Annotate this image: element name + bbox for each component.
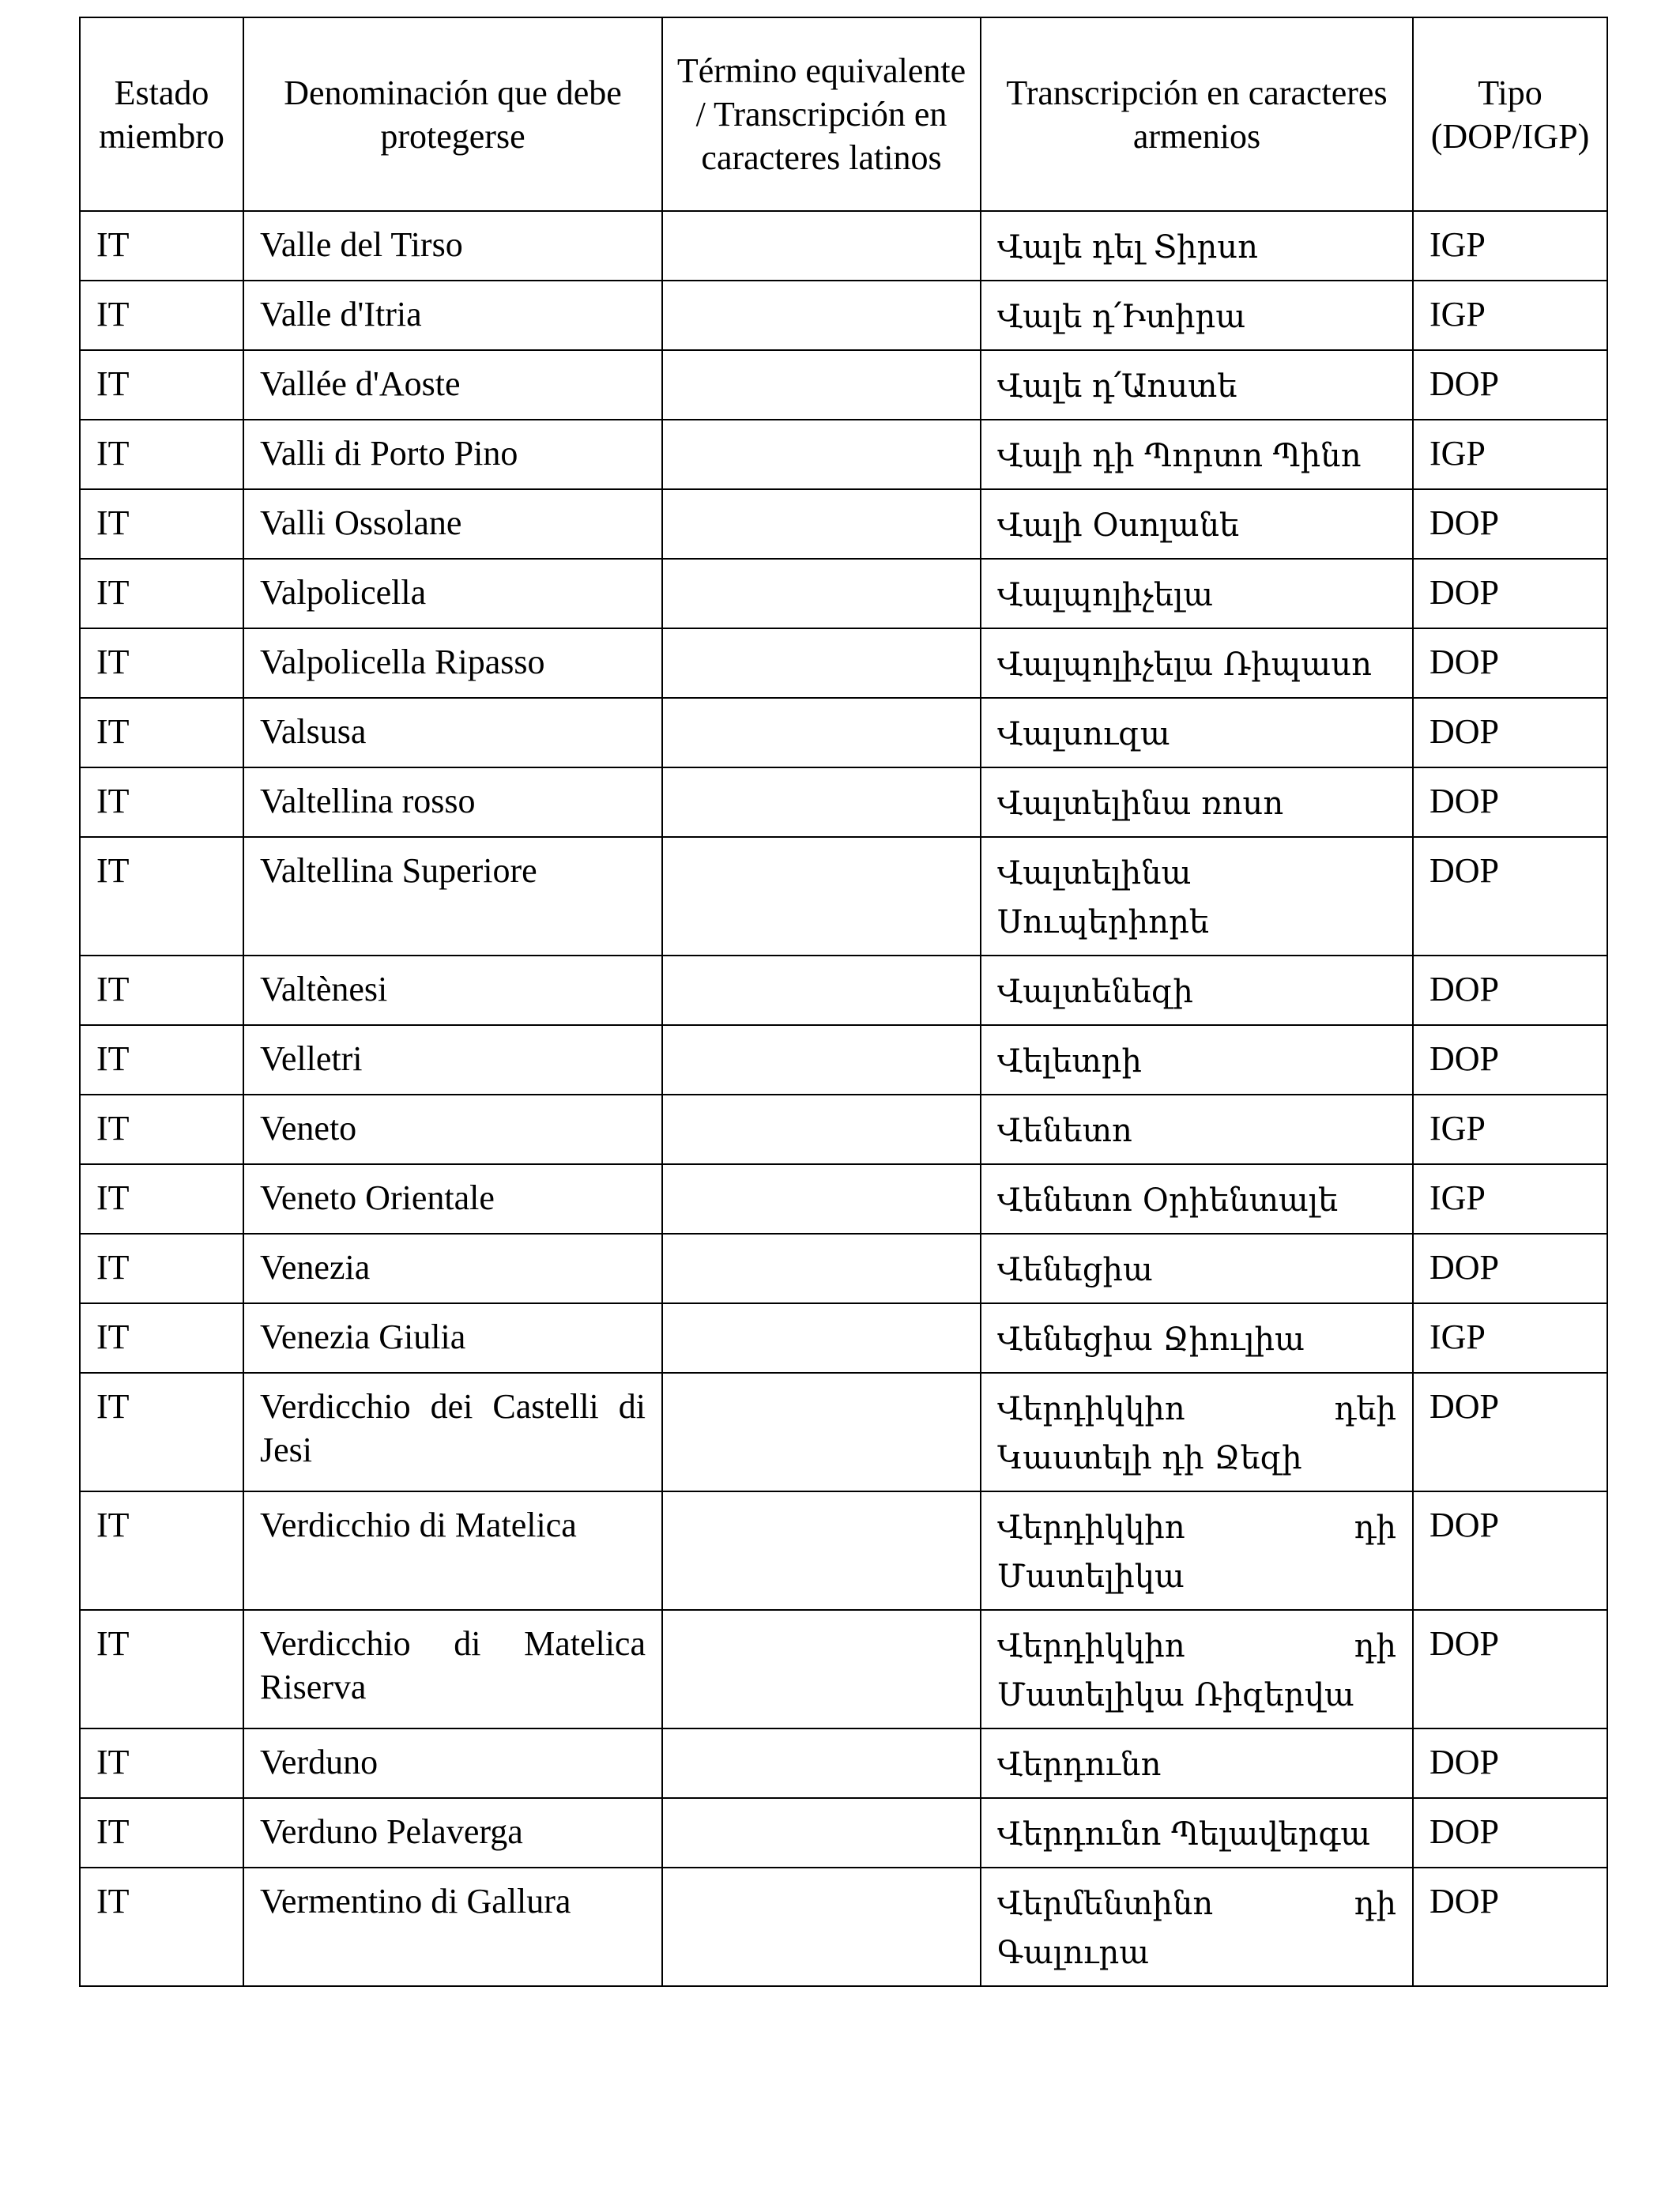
cell-armenian: Վալե դ՛Իտիրա: [981, 281, 1413, 350]
cell-member-state: IT: [80, 1025, 243, 1095]
cell-equivalent: [662, 350, 981, 420]
cell-equivalent: [662, 281, 981, 350]
cell-equivalent: [662, 1491, 981, 1610]
table-row: [80, 1491, 1607, 1610]
cell-member-state: IT: [80, 956, 243, 1025]
cell-armenian: Վալպոլիչելա: [981, 559, 1413, 628]
cell-armenian: Վելետրի: [981, 1025, 1413, 1095]
table-row: [80, 1234, 1607, 1303]
cell-equivalent: [662, 1303, 981, 1373]
cell-equivalent: [662, 767, 981, 837]
cell-member-state: IT: [80, 837, 243, 956]
table-row: [80, 1095, 1607, 1164]
table-row: [80, 698, 1607, 767]
cell-type: DOP: [1413, 350, 1607, 420]
cell-equivalent: [662, 1868, 981, 1986]
cell-type: IGP: [1413, 1164, 1607, 1234]
cell-type: DOP: [1413, 1610, 1607, 1728]
cell-armenian: Վալի դի Պորտո Պինո: [981, 420, 1413, 489]
cell-armenian: Վերմենտինո դի Գալուրա: [981, 1868, 1413, 1986]
cell-equivalent: [662, 489, 981, 559]
cell-name: Venezia: [243, 1234, 662, 1303]
cell-member-state: IT: [80, 1164, 243, 1234]
header-name: Denominación que debe protegerse: [243, 17, 662, 211]
cell-member-state: IT: [80, 350, 243, 420]
cell-name: Verdicchio dei Castelli di Jesi: [243, 1373, 662, 1491]
table-row: [80, 628, 1607, 698]
table-row: [80, 767, 1607, 837]
cell-armenian: Վալպոլիչելա Ռիպասո: [981, 628, 1413, 698]
table-row: [80, 1373, 1607, 1491]
cell-member-state: IT: [80, 1868, 243, 1986]
denominations-table: [79, 17, 1608, 1987]
header-equivalent: Término equivalente / Transcripción en caracteres latinos: [662, 17, 981, 211]
cell-type: DOP: [1413, 1373, 1607, 1491]
cell-member-state: IT: [80, 1798, 243, 1868]
cell-equivalent: [662, 956, 981, 1025]
header-type: Tipo (DOP/IGP): [1413, 17, 1607, 211]
cell-type: DOP: [1413, 628, 1607, 698]
cell-member-state: IT: [80, 559, 243, 628]
cell-equivalent: [662, 1373, 981, 1491]
table-row: [80, 1728, 1607, 1798]
cell-armenian: Վենեցիա: [981, 1234, 1413, 1303]
table-header: [80, 17, 1607, 211]
cell-type: DOP: [1413, 956, 1607, 1025]
table-row: [80, 837, 1607, 956]
cell-equivalent: [662, 1610, 981, 1728]
cell-armenian: Վալտելինա Սուպերիորե: [981, 837, 1413, 956]
cell-equivalent: [662, 1095, 981, 1164]
table-row: [80, 350, 1607, 420]
cell-equivalent: [662, 698, 981, 767]
header-row: [80, 17, 1607, 211]
cell-member-state: IT: [80, 1491, 243, 1610]
cell-armenian: Վերդիկկիո դի Մատելիկա: [981, 1491, 1413, 1610]
cell-equivalent: [662, 559, 981, 628]
cell-name: Vallée d'Aoste: [243, 350, 662, 420]
cell-armenian: Վալի Օսոլանե: [981, 489, 1413, 559]
cell-equivalent: [662, 1025, 981, 1095]
cell-type: DOP: [1413, 559, 1607, 628]
table-row: [80, 1798, 1607, 1868]
cell-type: IGP: [1413, 420, 1607, 489]
table-body: [80, 211, 1607, 1986]
table-row: [80, 1025, 1607, 1095]
cell-member-state: IT: [80, 698, 243, 767]
cell-name: Valpolicella: [243, 559, 662, 628]
cell-type: IGP: [1413, 211, 1607, 281]
header-armenian: Transcripción en caracteres armenios: [981, 17, 1413, 211]
cell-name: Verduno Pelaverga: [243, 1798, 662, 1868]
header-member-state: Estado miembro: [80, 17, 243, 211]
cell-equivalent: [662, 837, 981, 956]
cell-member-state: IT: [80, 1728, 243, 1798]
cell-equivalent: [662, 1798, 981, 1868]
table-row: [80, 489, 1607, 559]
cell-armenian: Վերդիկկիո դի Մատելիկա Ռիզերվա: [981, 1610, 1413, 1728]
cell-equivalent: [662, 211, 981, 281]
cell-name: Veneto Orientale: [243, 1164, 662, 1234]
cell-type: DOP: [1413, 1868, 1607, 1986]
cell-type: DOP: [1413, 837, 1607, 956]
cell-type: IGP: [1413, 1095, 1607, 1164]
cell-name: Valsusa: [243, 698, 662, 767]
cell-type: IGP: [1413, 281, 1607, 350]
cell-armenian: Վալտենեզի: [981, 956, 1413, 1025]
cell-equivalent: [662, 1164, 981, 1234]
table-row: [80, 1303, 1607, 1373]
cell-name: Valli di Porto Pino: [243, 420, 662, 489]
cell-equivalent: [662, 628, 981, 698]
cell-member-state: IT: [80, 767, 243, 837]
cell-type: DOP: [1413, 767, 1607, 837]
cell-equivalent: [662, 420, 981, 489]
table-row: [80, 420, 1607, 489]
cell-name: Verdicchio di Matelica Riserva: [243, 1610, 662, 1728]
cell-name: Valtellina Superiore: [243, 837, 662, 956]
cell-armenian: Վերդունո: [981, 1728, 1413, 1798]
cell-equivalent: [662, 1728, 981, 1798]
cell-type: DOP: [1413, 489, 1607, 559]
cell-member-state: IT: [80, 489, 243, 559]
cell-type: DOP: [1413, 1728, 1607, 1798]
table-row: [80, 1164, 1607, 1234]
table-row: [80, 559, 1607, 628]
cell-name: Venezia Giulia: [243, 1303, 662, 1373]
cell-member-state: IT: [80, 1610, 243, 1728]
cell-name: Velletri: [243, 1025, 662, 1095]
cell-armenian: Վալսուզա: [981, 698, 1413, 767]
cell-member-state: IT: [80, 420, 243, 489]
cell-name: Verdicchio di Matelica: [243, 1491, 662, 1610]
cell-member-state: IT: [80, 628, 243, 698]
cell-type: IGP: [1413, 1303, 1607, 1373]
cell-name: Valli Ossolane: [243, 489, 662, 559]
cell-armenian: Վերդունո Պելավերգա: [981, 1798, 1413, 1868]
cell-name: Vermentino di Gallura: [243, 1868, 662, 1986]
table-row: [80, 211, 1607, 281]
cell-armenian: Վենեցիա Ջիուլիա: [981, 1303, 1413, 1373]
cell-name: Veneto: [243, 1095, 662, 1164]
table-row: [80, 281, 1607, 350]
cell-name: Verduno: [243, 1728, 662, 1798]
table-row: [80, 1868, 1607, 1986]
cell-name: Valtènesi: [243, 956, 662, 1025]
cell-armenian: Վալտելինա ռոսո: [981, 767, 1413, 837]
cell-armenian: Վալե դ՛Աոստե: [981, 350, 1413, 420]
cell-armenian: Վալե դել Տիրսո: [981, 211, 1413, 281]
cell-name: Valpolicella Ripasso: [243, 628, 662, 698]
cell-member-state: IT: [80, 1373, 243, 1491]
cell-type: DOP: [1413, 698, 1607, 767]
cell-member-state: IT: [80, 1234, 243, 1303]
cell-member-state: IT: [80, 211, 243, 281]
cell-name: Valle d'Itria: [243, 281, 662, 350]
cell-type: DOP: [1413, 1798, 1607, 1868]
cell-member-state: IT: [80, 1303, 243, 1373]
cell-type: DOP: [1413, 1025, 1607, 1095]
cell-armenian: Վենետո Օրիենտալե: [981, 1164, 1413, 1234]
cell-member-state: IT: [80, 1095, 243, 1164]
cell-name: Valtellina rosso: [243, 767, 662, 837]
cell-type: DOP: [1413, 1491, 1607, 1610]
cell-member-state: IT: [80, 281, 243, 350]
table-row: [80, 1610, 1607, 1728]
cell-type: DOP: [1413, 1234, 1607, 1303]
cell-name: Valle del Tirso: [243, 211, 662, 281]
cell-equivalent: [662, 1234, 981, 1303]
cell-armenian: Վենետո: [981, 1095, 1413, 1164]
cell-armenian: Վերդիկկիո դեի Կաստելի դի Ջեզի: [981, 1373, 1413, 1491]
table-row: [80, 956, 1607, 1025]
